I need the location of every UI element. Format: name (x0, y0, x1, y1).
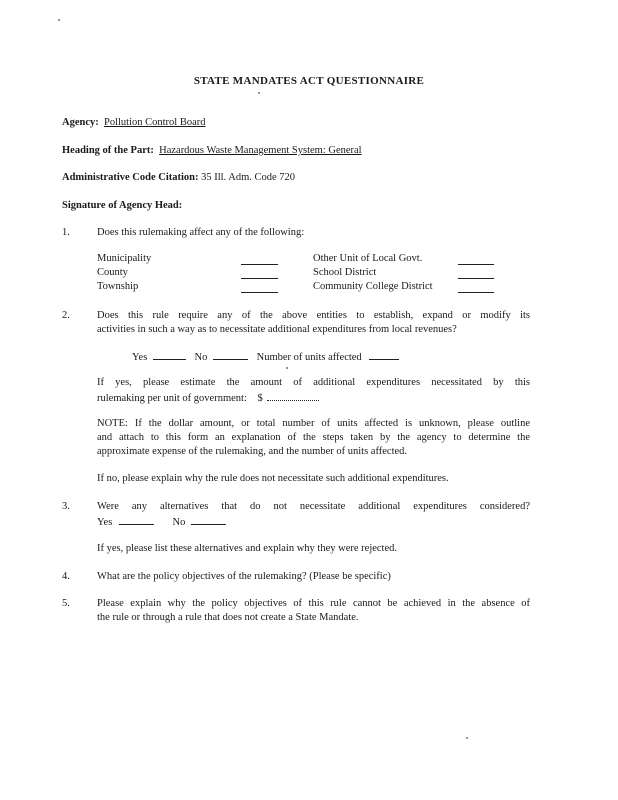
q1-entity: Municipality (97, 253, 152, 264)
citation-line (62, 171, 295, 185)
q2-text-line: activities in such a way as to necessitate additional expenditures from local revenues? (97, 324, 457, 335)
scan-speck (286, 367, 288, 369)
q1-blank-township[interactable] (241, 282, 278, 293)
q2-note-line: and attach to this form an explanation of the steps taken by the agency to determine the (97, 432, 530, 443)
q1-entity: Township (97, 281, 139, 292)
q2-if-no: If no, please explain why the rule does not necessitate such additional expenditures. (97, 473, 449, 484)
q3-text-line: Were any alternatives that do not necessitate additional expenditures considered? (97, 501, 530, 512)
signature-line (62, 199, 182, 213)
heading-value: Hazardous Waste Management System: General (159, 145, 362, 156)
q2-yes-blank[interactable] (153, 349, 186, 360)
q1-blank-county[interactable] (241, 268, 278, 279)
citation-label: Administrative Code Citation: (62, 172, 199, 183)
q3-number: 3. (62, 501, 70, 512)
q4-text: What are the policy objectives of the rulemaking? (Please be specific) (97, 571, 391, 582)
q2-units-label: Number of units affected (256, 352, 362, 363)
q3-response-row (97, 514, 226, 530)
q1-blank-school-district[interactable] (458, 268, 494, 279)
q2-number: 2. (62, 310, 70, 321)
q3-yes-label: Yes (97, 517, 113, 528)
q1-text: Does this rulemaking affect any of the following: (97, 227, 305, 238)
q2-note-line: NOTE: If the dollar amount, or total number of units affected is unknown, please outline (97, 418, 530, 429)
agency-label: Agency: (62, 117, 99, 128)
q3-yes-blank[interactable] (119, 514, 154, 525)
q5-text-line: Please explain why the policy objectives of this rule cannot be achieved in the absence of (97, 598, 530, 609)
q2-estimate-line2 (97, 390, 319, 406)
heading-line (62, 144, 362, 158)
page-title: STATE MANDATES ACT QUESTIONNAIRE (193, 75, 425, 87)
scan-speck (258, 92, 260, 94)
q3-no-blank[interactable] (191, 514, 226, 525)
q1-entity: Other Unit of Local Govt. (313, 253, 423, 264)
q2-no-label: No (194, 352, 208, 363)
q1-blank-municipality[interactable] (241, 254, 278, 265)
scan-speck (58, 19, 60, 21)
signature-label: Signature of Agency Head: (62, 200, 183, 211)
q2-yes-label: Yes (132, 352, 148, 363)
q2-estimate-line: If yes, please estimate the amount of additional expenditures necessitated by this (97, 377, 530, 388)
q2-no-blank[interactable] (213, 349, 248, 360)
q1-blank-community-college[interactable] (458, 282, 494, 293)
citation-value: 35 Ill. Adm. Code 720 (201, 172, 296, 183)
q2-response-row (132, 349, 399, 365)
q2-units-blank[interactable] (369, 349, 399, 360)
agency-line (62, 116, 206, 130)
scan-speck (466, 737, 468, 739)
q2-amount-blank[interactable] (267, 390, 319, 401)
q1-entity: County (97, 267, 128, 278)
agency-value: Pollution Control Board (104, 117, 206, 128)
heading-label: Heading of the Part: (62, 145, 154, 156)
q4-number: 4. (62, 571, 70, 582)
q3-if-yes: If yes, please list these alternatives and explain why they were rejected. (97, 543, 398, 554)
q2-currency: $ (257, 393, 263, 404)
q2-text-line: Does this rule require any of the above entities to establish, expand or modify its (97, 310, 530, 321)
q5-text-line: the rule or through a rule that does not create a State Mandate. (97, 612, 359, 623)
q1-entity: Community College District (313, 281, 433, 292)
q1-entity: School District (313, 267, 377, 278)
q2-estimate-text: rulemaking per unit of government: (97, 393, 247, 404)
q5-number: 5. (62, 598, 70, 609)
q1-blank-other-unit[interactable] (458, 254, 494, 265)
q3-no-label: No (172, 517, 186, 528)
q1-number: 1. (62, 227, 70, 238)
q2-note-line: approximate expense of the rulemaking, and the number of units affected. (97, 446, 408, 457)
